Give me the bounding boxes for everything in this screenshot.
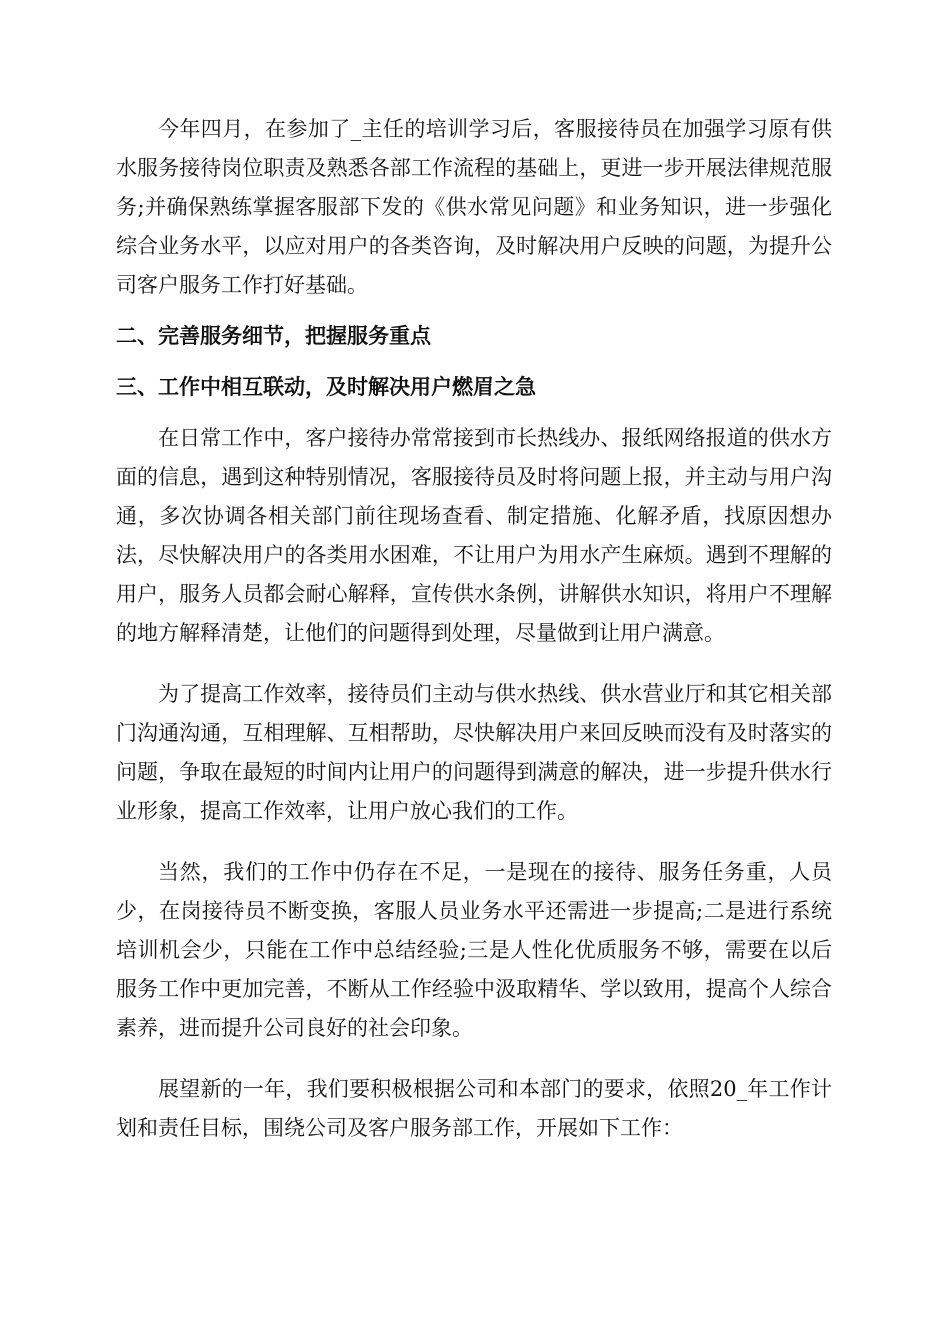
- paragraph-outlook: 展望新的一年，我们要积极根据公司和本部门的要求，依照20_年工作计划和责任目标，围绕公司及客户服务部工作，开展如下工作：: [116, 1077, 832, 1140]
- section-heading-2: 二、完善服务细节，把握服务重点: [116, 324, 431, 348]
- document-page: [116, 110, 832, 1148]
- section-heading-3: 三、工作中相互联动，及时解决用户燃眉之急: [116, 375, 536, 399]
- paragraph-efficiency: 为了提高工作效率，接待员们主动与供水热线、供水营业厅和其它相关部门沟通沟通，互相理解、互相帮助，尽快解决用户来回反映而没有及时落实的问题，争取在最短的时间内让用户的问题得到满意的解决，进一步提升供水行业形象，提高工作效率，让用户放心我们的工作。: [116, 682, 832, 823]
- paragraph-daily-work: 在日常工作中，客户接待办常常接到市长热线办、报纸网络报道的供水方面的信息，遇到这种特别情况，客服接待员及时将问题上报，并主动与用户沟通，多次协调各相关部门前往现场查看、制定措施、化解矛盾，找原因想办法，尽快解决用户的各类用水困难，不让用户为用水产生麻烦。遇到不理解的用户，服务人员都会耐心解释，宣传供水条例，讲解供水知识，将用户不理解的地方解释清楚，让他们的问题得到处理，尽量做到让用户满意。: [116, 426, 832, 645]
- paragraph-training: 今年四月，在参加了_主任的培训学习后，客服接待员在加强学习原有供水服务接待岗位职责及熟悉各部工作流程的基础上，更进一步开展法律规范服务;并确保熟练掌握客服部下发的《供水常见问题》和业务知识，进一步强化综合业务水平，以应对用户的各类咨询，及时解决用户反映的问题，为提升公司客户服务工作打好基础。: [116, 117, 832, 297]
- paragraph-shortcomings: 当然，我们的工作中仍存在不足，一是现在的接待、服务任务重，人员少，在岗接待员不断变换，客服人员业务水平还需进一步提高;二是进行系统培训机会少，只能在工作中总结经验;三是人性化优质服务不够，需要在以后服务工作中更加完善，不断从工作经验中汲取精华、学以致用，提高个人综合素养，进而提升公司良好的社会印象。: [116, 860, 832, 1040]
